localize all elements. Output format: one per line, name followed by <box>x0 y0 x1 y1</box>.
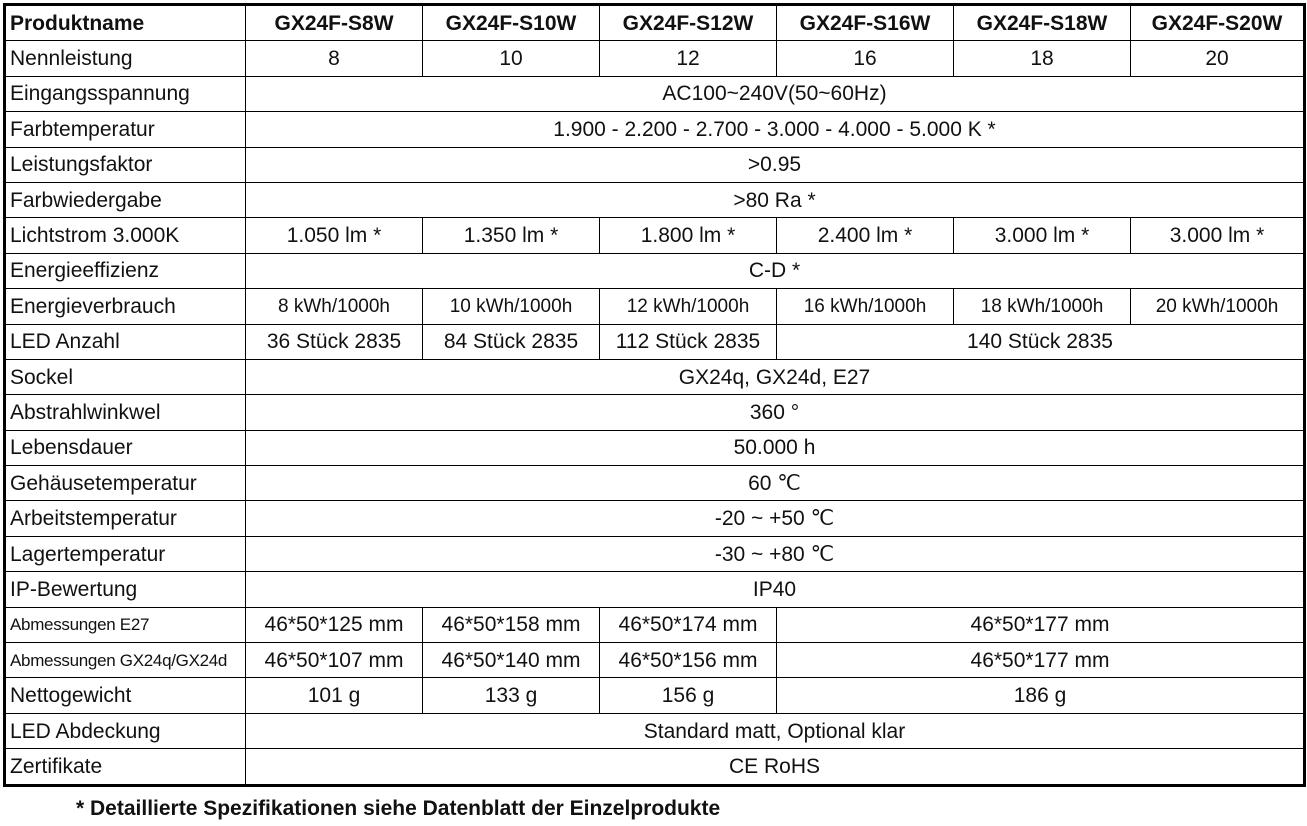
table-cell: CE RoHS <box>246 749 1305 785</box>
table-cell: 10 kWh/1000h <box>423 289 600 324</box>
table-cell: 112 Stück 2835 <box>600 324 777 359</box>
row-label: Gehäusetemperatur <box>5 466 246 501</box>
row-label: Lichtstrom 3.000K <box>5 218 246 253</box>
table-cell: -30 ~ +80 ℃ <box>246 536 1305 571</box>
table-cell: AC100~240V(50~60Hz) <box>246 76 1305 111</box>
spec-table <box>3 3 1306 787</box>
table-cell: GX24q, GX24d, E27 <box>246 359 1305 394</box>
table-cell: 16 <box>777 41 954 76</box>
table-row <box>5 643 1305 678</box>
table-cell: 12 <box>600 41 777 76</box>
table-cell: 46*50*125 mm <box>246 607 423 642</box>
row-label: Abmessungen E27 <box>5 607 246 642</box>
model-header: GX24F-S16W <box>777 5 954 41</box>
table-cell: 12 kWh/1000h <box>600 289 777 324</box>
table-cell: 46*50*177 mm <box>777 643 1305 678</box>
table-cell: 360 ° <box>246 395 1305 430</box>
table-row <box>5 713 1305 748</box>
table-row <box>5 147 1305 182</box>
table-cell: >80 Ra * <box>246 182 1305 217</box>
table-cell: -20 ~ +50 ℃ <box>246 501 1305 536</box>
table-cell: 46*50*174 mm <box>600 607 777 642</box>
footnote: * Detaillierte Spezifikationen siehe Datenblatt der Einzelprodukte <box>76 797 721 820</box>
row-label: Lebensdauer <box>5 430 246 465</box>
table-cell: 1.350 lm * <box>423 218 600 253</box>
table-row <box>5 749 1305 785</box>
table-row <box>5 607 1305 642</box>
header-row <box>5 5 1305 41</box>
model-header: GX24F-S8W <box>246 5 423 41</box>
row-label: Abmessungen GX24q/GX24d <box>5 643 246 678</box>
table-cell: 10 <box>423 41 600 76</box>
table-cell: 18 <box>954 41 1131 76</box>
table-cell: 8 kWh/1000h <box>246 289 423 324</box>
table-cell: 46*50*156 mm <box>600 643 777 678</box>
table-cell: 16 kWh/1000h <box>777 289 954 324</box>
table-cell: 46*50*158 mm <box>423 607 600 642</box>
table-cell: 140 Stück 2835 <box>777 324 1305 359</box>
table-cell: 1.050 lm * <box>246 218 423 253</box>
table-cell: 101 g <box>246 678 423 713</box>
table-cell: 133 g <box>423 678 600 713</box>
table-cell: IP40 <box>246 572 1305 607</box>
model-header: GX24F-S12W <box>600 5 777 41</box>
table-cell: 2.400 lm * <box>777 218 954 253</box>
table-cell: 84 Stück 2835 <box>423 324 600 359</box>
table-cell: 3.000 lm * <box>1131 218 1305 253</box>
table-row <box>5 501 1305 536</box>
table-cell: 46*50*140 mm <box>423 643 600 678</box>
row-label: Lagertemperatur <box>5 536 246 571</box>
table-row <box>5 430 1305 465</box>
row-label: Zertifikate <box>5 749 246 785</box>
row-label: LED Abdeckung <box>5 713 246 748</box>
row-label: Farbwiedergabe <box>5 182 246 217</box>
row-label: Abstrahlwinkwel <box>5 395 246 430</box>
table-cell: 36 Stück 2835 <box>246 324 423 359</box>
row-label: Eingangsspannung <box>5 76 246 111</box>
row-label: LED Anzahl <box>5 324 246 359</box>
table-cell: 20 <box>1131 41 1305 76</box>
model-header: GX24F-S18W <box>954 5 1131 41</box>
table-cell: 156 g <box>600 678 777 713</box>
row-label: Nettogewicht <box>5 678 246 713</box>
table-cell: C-D * <box>246 253 1305 288</box>
table-cell: 3.000 lm * <box>954 218 1131 253</box>
table-row <box>5 253 1305 288</box>
model-header: GX24F-S10W <box>423 5 600 41</box>
table-cell: >0.95 <box>246 147 1305 182</box>
table-cell: 60 ℃ <box>246 466 1305 501</box>
table-cell: 46*50*107 mm <box>246 643 423 678</box>
row-label: Farbtemperatur <box>5 112 246 147</box>
table-row <box>5 395 1305 430</box>
table-row <box>5 289 1305 324</box>
row-label: Energieverbrauch <box>5 289 246 324</box>
row-label: Arbeitstemperatur <box>5 501 246 536</box>
table-cell: 186 g <box>777 678 1305 713</box>
table-cell: 1.800 lm * <box>600 218 777 253</box>
row-label: Energieeffizienz <box>5 253 246 288</box>
table-row <box>5 572 1305 607</box>
row-label: IP-Bewertung <box>5 572 246 607</box>
table-cell: 46*50*177 mm <box>777 607 1305 642</box>
table-cell: 50.000 h <box>246 430 1305 465</box>
table-cell: 8 <box>246 41 423 76</box>
table-row <box>5 76 1305 111</box>
table-cell: 18 kWh/1000h <box>954 289 1131 324</box>
table-row <box>5 324 1305 359</box>
table-row <box>5 218 1305 253</box>
table-cell: 1.900 - 2.200 - 2.700 - 3.000 - 4.000 - 5.000 K * <box>246 112 1305 147</box>
table-row <box>5 112 1305 147</box>
table-row <box>5 536 1305 571</box>
model-header: GX24F-S20W <box>1131 5 1305 41</box>
table-row <box>5 466 1305 501</box>
row-label: Leistungsfaktor <box>5 147 246 182</box>
table-cell: Standard matt, Optional klar <box>246 713 1305 748</box>
table-row <box>5 359 1305 394</box>
table-row <box>5 182 1305 217</box>
table-row <box>5 41 1305 76</box>
table-cell: 20 kWh/1000h <box>1131 289 1305 324</box>
row-label: Sockel <box>5 359 246 394</box>
header-label: Produktname <box>5 5 246 41</box>
row-label: Nennleistung <box>5 41 246 76</box>
table-row <box>5 678 1305 713</box>
